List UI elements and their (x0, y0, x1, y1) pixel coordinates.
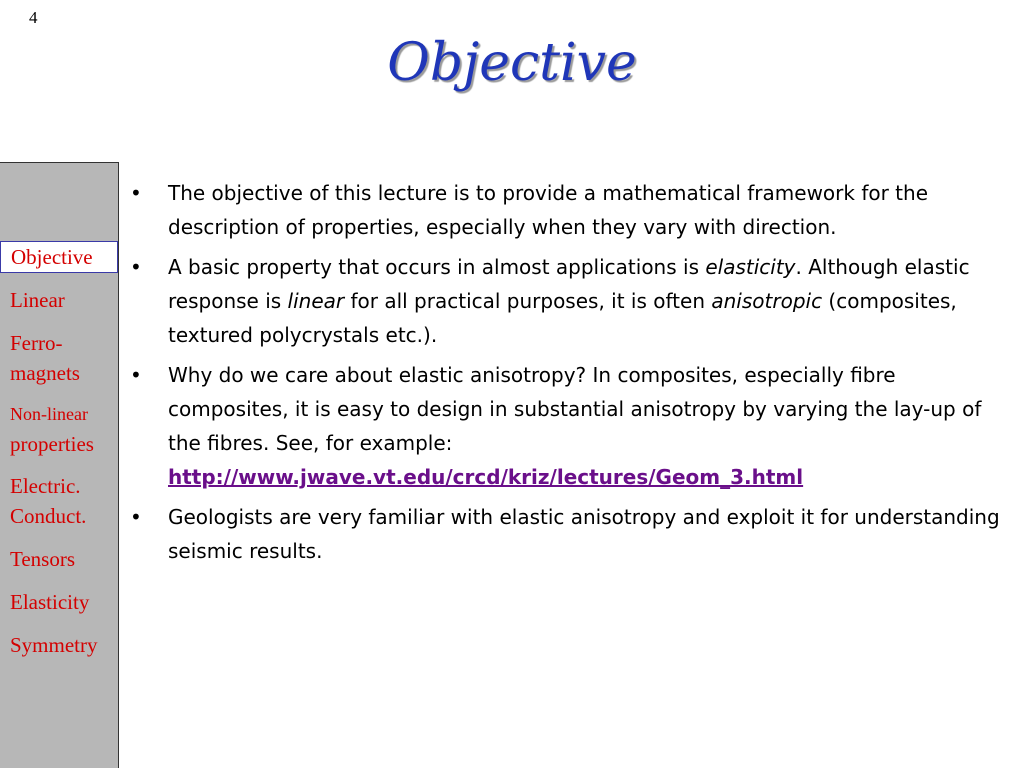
term-anisotropic: anisotropic (711, 289, 823, 313)
sidebar-nav (0, 162, 119, 768)
sidebar-item-linear[interactable] (10, 285, 65, 315)
term-elasticity: elasticity (705, 255, 796, 279)
sidebar-item-tensors[interactable] (10, 544, 75, 574)
bullet-item (130, 358, 1010, 494)
sidebar-item-label: Tensors (10, 547, 76, 571)
sidebar-item-non-linear-properties[interactable] (10, 398, 94, 459)
bullet-text: for all practical purposes, it is often (344, 289, 712, 313)
sidebar-item-label: Ferro- (10, 331, 63, 355)
bullet-text: . Although elastic response is (168, 255, 970, 313)
sidebar-item-label-line2: Conduct. (10, 504, 87, 528)
bullet-text: A basic property that occurs in almost applications is (168, 255, 706, 279)
sidebar-item-label: Electric. (10, 474, 81, 498)
sidebar-item-elasticity[interactable] (10, 587, 89, 617)
bullet-item (130, 176, 1010, 244)
bullet-list (130, 176, 1010, 574)
bullet-text: (composites, textured polycrystals etc.). (168, 289, 957, 347)
sidebar-item-label-line2: magnets (10, 361, 80, 385)
bullet-item (130, 500, 1010, 568)
slide-number: 4 (29, 8, 38, 27)
sidebar-item-label: Symmetry (10, 633, 98, 657)
bullet-item (130, 250, 1010, 352)
sidebar-item-symmetry[interactable] (10, 630, 98, 660)
sidebar-item-objective[interactable] (0, 241, 118, 273)
sidebar-item-label: Elasticity (10, 590, 90, 614)
bullet-text: Geologists are very familiar with elastic anisotropy and exploit it for understanding seismic results. (168, 505, 1000, 563)
sidebar-item-label: Non-linear (10, 404, 88, 424)
slide-title: Objective (387, 33, 637, 93)
sidebar-item-ferro-magnets[interactable] (10, 328, 80, 388)
sidebar-item-electric-conduct[interactable] (10, 471, 86, 531)
reference-link[interactable]: http://www.jwave.vt.edu/crcd/kriz/lectures/Geom_3.html (168, 465, 804, 489)
sidebar-item-label: Linear (10, 288, 65, 312)
term-linear: linear (287, 289, 345, 313)
sidebar-item-label-line2: properties (10, 432, 94, 456)
bullet-text: The objective of this lecture is to provide a mathematical framework for the description of properties, especially when they vary with direction. (168, 181, 928, 239)
sidebar-item-label: Objective (11, 245, 93, 269)
bullet-text: Why do we care about elastic anisotropy? In composites, especially fibre composites, it is easy to design in substantial anisotropy by varying the lay-up of the fibres. See, for example: (168, 363, 982, 455)
